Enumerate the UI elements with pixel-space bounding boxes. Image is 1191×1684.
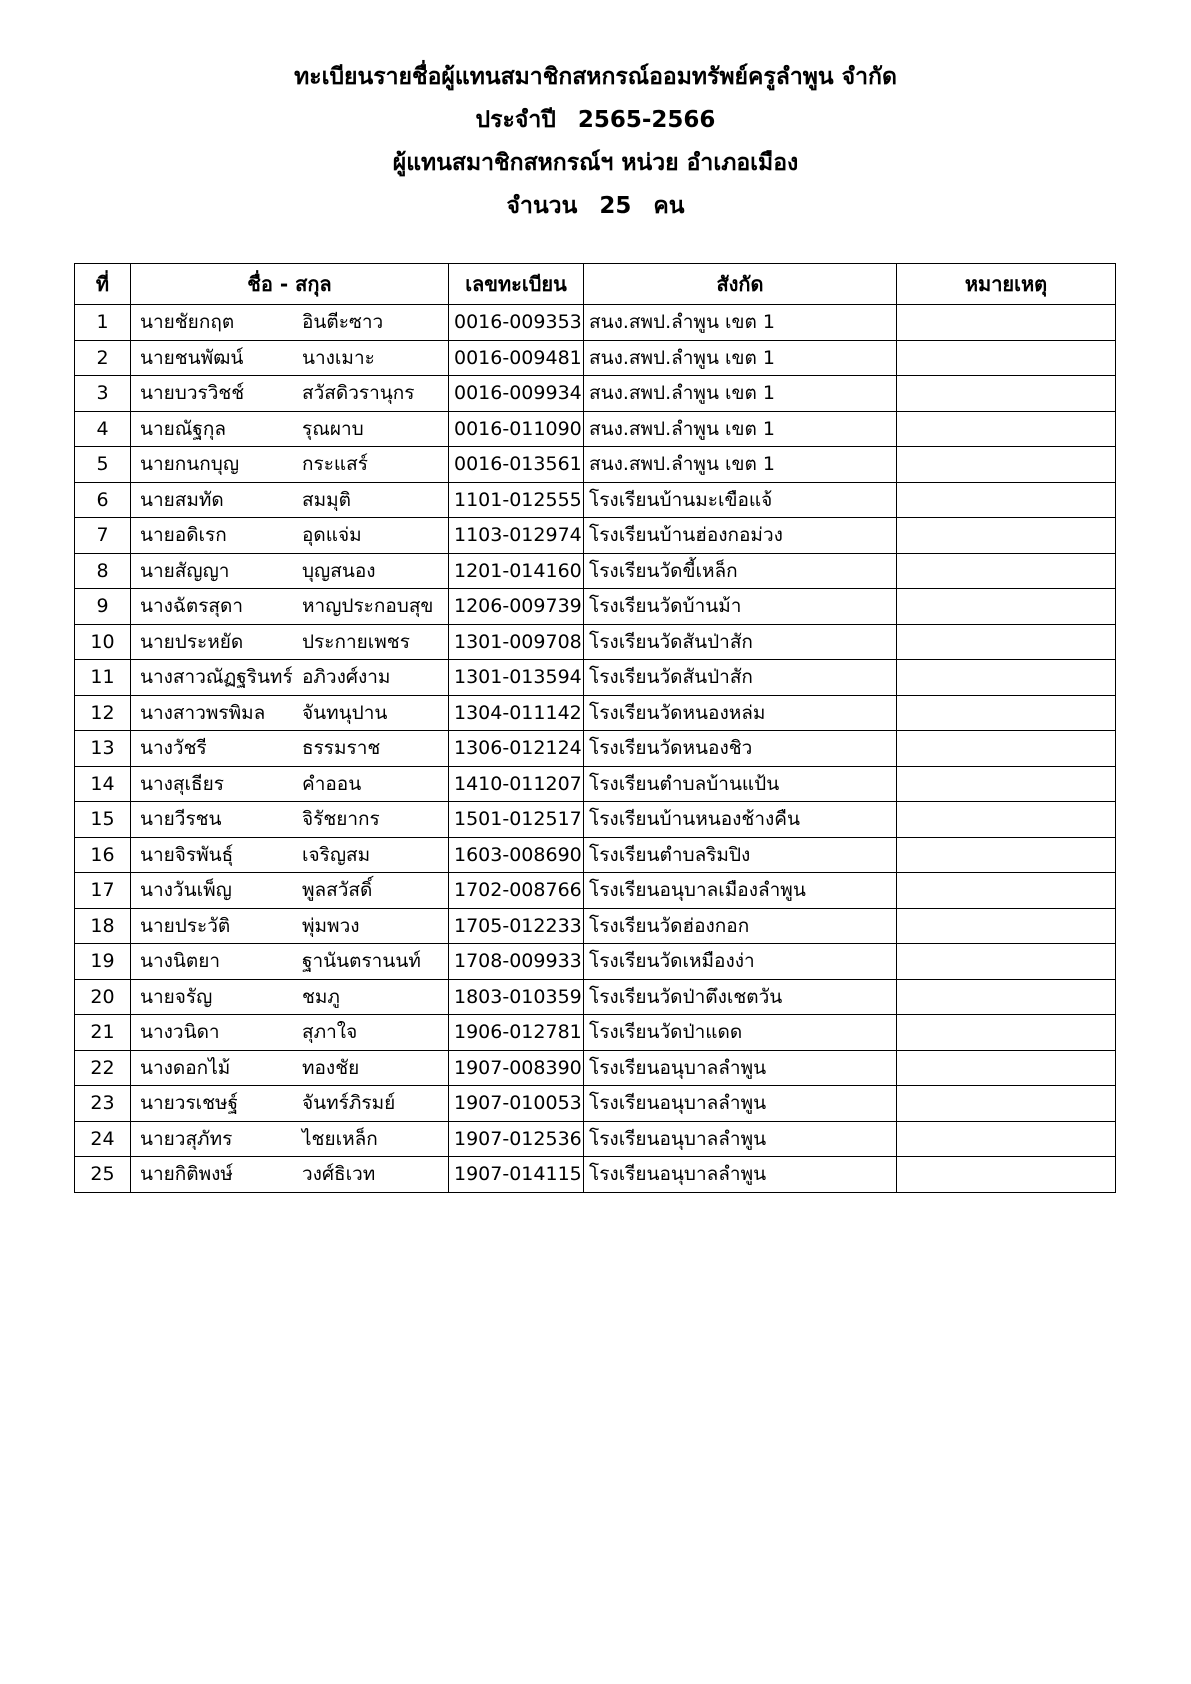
member-name-cell	[131, 589, 449, 625]
registration-number: 1201-014160	[449, 553, 584, 589]
unit-text: ผู้แทนสมาชิกสหกรณ์ฯ หน่วย อำเภอเมือง	[392, 150, 799, 176]
remark	[897, 908, 1116, 944]
affiliation: โรงเรียนวัดป่าตึงเชตวัน	[584, 979, 897, 1015]
remark	[897, 802, 1116, 838]
member-name-cell	[131, 624, 449, 660]
affiliation: โรงเรียนวัดบ้านม้า	[584, 589, 897, 625]
affiliation: โรงเรียนวัดป่าแดด	[584, 1015, 897, 1051]
member-first-name: นายอดิเรก	[140, 524, 227, 547]
remark	[897, 1015, 1116, 1051]
registration-number: 1708-009933	[449, 944, 584, 980]
affiliation: โรงเรียนวัดเหมืองง่า	[584, 944, 897, 980]
member-first-name: นายสัญญา	[140, 559, 230, 582]
table-header-row	[75, 264, 1116, 305]
column-header-aff: สังกัด	[584, 264, 897, 305]
count-value: 25	[599, 193, 632, 219]
member-name-cell	[131, 979, 449, 1015]
member-last-name: ธรรมราช	[302, 737, 381, 760]
registration-number: 1410-011207	[449, 766, 584, 802]
registration-number: 0016-009934	[449, 376, 584, 412]
member-last-name: รุณผาบ	[302, 417, 364, 440]
member-first-name: นายบวรวิชช์	[140, 382, 245, 405]
member-last-name: อุดแจ่ม	[302, 524, 362, 547]
table-row	[75, 518, 1116, 554]
remark	[897, 837, 1116, 873]
member-first-name: นางวนิดา	[140, 1021, 220, 1044]
affiliation: โรงเรียนบ้านหนองช้างคืน	[584, 802, 897, 838]
registration-number: 1301-013594	[449, 660, 584, 696]
member-name-cell	[131, 802, 449, 838]
member-first-name: นายประหยัด	[140, 630, 244, 653]
table-row	[75, 1050, 1116, 1086]
member-name-cell	[131, 376, 449, 412]
table-row	[75, 411, 1116, 447]
member-last-name: จันทร์ภิรมย์	[302, 1092, 396, 1115]
document-header	[0, 56, 1191, 228]
table-row	[75, 731, 1116, 767]
remark	[897, 553, 1116, 589]
table-row	[75, 305, 1116, 341]
member-first-name: นางวัชรี	[140, 737, 207, 760]
remark	[897, 447, 1116, 483]
table-row	[75, 447, 1116, 483]
member-first-name: นางฉัตรสุดา	[140, 595, 244, 618]
remark	[897, 979, 1116, 1015]
member-name-cell	[131, 908, 449, 944]
row-number: 5	[75, 447, 131, 483]
remark	[897, 660, 1116, 696]
member-last-name: กระแสร์	[302, 453, 368, 476]
remark	[897, 1157, 1116, 1193]
member-first-name: นายวรเชษฐ์	[140, 1092, 239, 1115]
row-number: 24	[75, 1121, 131, 1157]
registration-number: 0016-013561	[449, 447, 584, 483]
registration-number: 1206-009739	[449, 589, 584, 625]
member-name-cell	[131, 837, 449, 873]
member-last-name: จิรัชยากร	[302, 808, 380, 831]
affiliation: โรงเรียนวัดสันป่าสัก	[584, 624, 897, 660]
member-first-name: นายชัยกฤต	[140, 311, 235, 334]
row-number: 25	[75, 1157, 131, 1193]
member-last-name: คำออน	[302, 772, 362, 795]
row-number: 23	[75, 1086, 131, 1122]
member-name-cell	[131, 944, 449, 980]
table-row	[75, 802, 1116, 838]
table-row	[75, 340, 1116, 376]
table-row	[75, 695, 1116, 731]
registration-number: 1803-010359	[449, 979, 584, 1015]
member-first-name: นายประวัติ	[140, 914, 231, 937]
member-last-name: สุภาใจ	[302, 1021, 358, 1044]
member-last-name: ฐานันตรานนท์	[302, 950, 421, 973]
row-number: 21	[75, 1015, 131, 1051]
affiliation: โรงเรียนวัดหนองหล่ม	[584, 695, 897, 731]
member-first-name: นายจิรพันธุ์	[140, 843, 234, 866]
member-first-name: นางสาวพรพิมล	[140, 701, 266, 724]
member-name-cell	[131, 340, 449, 376]
member-last-name: พุ่มพวง	[302, 914, 360, 937]
row-number: 14	[75, 766, 131, 802]
row-number: 6	[75, 482, 131, 518]
remark	[897, 731, 1116, 767]
member-name-cell	[131, 1050, 449, 1086]
member-first-name: นางนิตยา	[140, 950, 221, 973]
column-header-note: หมายเหตุ	[897, 264, 1116, 305]
row-number: 13	[75, 731, 131, 767]
row-number: 3	[75, 376, 131, 412]
affiliation: โรงเรียนอนุบาลเมืองลำพูน	[584, 873, 897, 909]
table-body	[75, 305, 1116, 1193]
remark	[897, 1121, 1116, 1157]
registration-number: 1705-012233	[449, 908, 584, 944]
member-name-cell	[131, 305, 449, 341]
affiliation: โรงเรียนบ้านฮ่องกอม่วง	[584, 518, 897, 554]
registration-number: 1304-011142	[449, 695, 584, 731]
member-first-name: นายณัฐกุล	[140, 417, 227, 440]
row-number: 12	[75, 695, 131, 731]
unit-line	[0, 142, 1191, 185]
affiliation: โรงเรียนอนุบาลลำพูน	[584, 1157, 897, 1193]
remark	[897, 376, 1116, 412]
affiliation: โรงเรียนวัดฮ่องกอก	[584, 908, 897, 944]
affiliation: สนง.สพป.ลำพูน เขต 1	[584, 447, 897, 483]
registration-number: 0016-009481	[449, 340, 584, 376]
remark	[897, 518, 1116, 554]
representatives-table	[74, 263, 1116, 1193]
table-row	[75, 908, 1116, 944]
row-number: 7	[75, 518, 131, 554]
count-label: จำนวน	[506, 193, 578, 219]
table-row	[75, 660, 1116, 696]
table-row	[75, 624, 1116, 660]
count-unit: คน	[653, 193, 685, 219]
member-last-name: นางเมาะ	[302, 346, 375, 369]
member-name-cell	[131, 411, 449, 447]
member-last-name: บุญสนอง	[302, 559, 376, 582]
member-name-cell	[131, 518, 449, 554]
affiliation: สนง.สพป.ลำพูน เขต 1	[584, 376, 897, 412]
member-last-name: เจริญสม	[302, 843, 371, 866]
count-line	[0, 185, 1191, 228]
member-first-name: นางดอกไม้	[140, 1056, 231, 1079]
year-line	[0, 99, 1191, 142]
row-number: 22	[75, 1050, 131, 1086]
remark	[897, 305, 1116, 341]
row-number: 18	[75, 908, 131, 944]
table-row	[75, 1121, 1116, 1157]
member-first-name: นางสุเธียร	[140, 772, 224, 795]
row-number: 4	[75, 411, 131, 447]
table-row	[75, 873, 1116, 909]
affiliation: โรงเรียนอนุบาลลำพูน	[584, 1050, 897, 1086]
member-first-name: นางสาวณัฏฐรินทร์	[140, 666, 293, 689]
member-name-cell	[131, 1086, 449, 1122]
member-name-cell	[131, 766, 449, 802]
member-name-cell	[131, 482, 449, 518]
column-header-reg: เลขทะเบียน	[449, 264, 584, 305]
remark	[897, 695, 1116, 731]
member-name-cell	[131, 695, 449, 731]
member-name-cell	[131, 1157, 449, 1193]
remark	[897, 340, 1116, 376]
remark	[897, 589, 1116, 625]
table-row	[75, 1086, 1116, 1122]
table-row	[75, 482, 1116, 518]
member-last-name: พูลสวัสดิ์	[302, 879, 373, 902]
table-row	[75, 944, 1116, 980]
row-number: 9	[75, 589, 131, 625]
registration-number: 1101-012555	[449, 482, 584, 518]
row-number: 8	[75, 553, 131, 589]
table-row	[75, 553, 1116, 589]
table-row	[75, 837, 1116, 873]
registration-number: 1603-008690	[449, 837, 584, 873]
registration-number: 1907-008390	[449, 1050, 584, 1086]
registration-number: 1907-012536	[449, 1121, 584, 1157]
table-row	[75, 1157, 1116, 1193]
registration-number: 1306-012124	[449, 731, 584, 767]
member-name-cell	[131, 447, 449, 483]
member-last-name: อินตีะซาว	[302, 311, 384, 334]
column-header-no: ที่	[75, 264, 131, 305]
member-first-name: นายชนพัฒน์	[140, 346, 244, 369]
member-name-cell	[131, 660, 449, 696]
remark	[897, 482, 1116, 518]
year-value: 2565-2566	[577, 107, 716, 133]
member-last-name: วงศ์ธิเวท	[302, 1163, 376, 1186]
member-last-name: ชมภู	[302, 985, 340, 1008]
registration-number: 0016-011090	[449, 411, 584, 447]
row-number: 10	[75, 624, 131, 660]
table-row	[75, 766, 1116, 802]
title-text: ทะเบียนรายชื่อผู้แทนสมาชิกสหกรณ์ออมทรัพย์ครูลำพูน จำกัด	[294, 64, 897, 90]
remark	[897, 411, 1116, 447]
member-name-cell	[131, 1015, 449, 1051]
affiliation: โรงเรียนอนุบาลลำพูน	[584, 1086, 897, 1122]
member-last-name: หาญประกอบสุข	[302, 595, 434, 618]
remark	[897, 766, 1116, 802]
member-first-name: นายวีรชน	[140, 808, 222, 831]
registration-number: 1906-012781	[449, 1015, 584, 1051]
member-name-cell	[131, 1121, 449, 1157]
affiliation: โรงเรียนบ้านมะเขือแจ้	[584, 482, 897, 518]
affiliation: โรงเรียนวัดขี้เหล็ก	[584, 553, 897, 589]
affiliation: สนง.สพป.ลำพูน เขต 1	[584, 305, 897, 341]
member-name-cell	[131, 553, 449, 589]
column-header-name: ชื่อ - สกุล	[131, 264, 449, 305]
row-number: 20	[75, 979, 131, 1015]
remark	[897, 1086, 1116, 1122]
member-last-name: สวัสดิวรานุกร	[302, 382, 415, 405]
registration-number: 1501-012517	[449, 802, 584, 838]
row-number: 15	[75, 802, 131, 838]
row-number: 19	[75, 944, 131, 980]
member-last-name: จันทนุปาน	[302, 701, 388, 724]
affiliation: สนง.สพป.ลำพูน เขต 1	[584, 411, 897, 447]
table-row	[75, 376, 1116, 412]
row-number: 17	[75, 873, 131, 909]
affiliation: โรงเรียนวัดหนองชิว	[584, 731, 897, 767]
member-first-name: นายจรัญ	[140, 985, 213, 1008]
registration-number: 1301-009708	[449, 624, 584, 660]
row-number: 2	[75, 340, 131, 376]
affiliation: โรงเรียนวัดสันป่าสัก	[584, 660, 897, 696]
member-name-cell	[131, 731, 449, 767]
affiliation: โรงเรียนอนุบาลลำพูน	[584, 1121, 897, 1157]
member-first-name: นายกิติพงษ์	[140, 1163, 233, 1186]
registration-number: 0016-009353	[449, 305, 584, 341]
year-label: ประจำปี	[475, 107, 556, 133]
registration-number: 1907-010053	[449, 1086, 584, 1122]
member-last-name: ประกายเพชร	[302, 630, 410, 653]
member-first-name: นายสมทัด	[140, 488, 224, 511]
member-last-name: ทองชัย	[302, 1056, 360, 1079]
member-last-name: ไชยเหล็ก	[302, 1127, 378, 1150]
remark	[897, 624, 1116, 660]
affiliation: โรงเรียนตำบลบ้านแป้น	[584, 766, 897, 802]
table-row	[75, 1015, 1116, 1051]
member-first-name: นางวันเพ็ญ	[140, 879, 232, 902]
member-name-cell	[131, 873, 449, 909]
member-first-name: นายกนกบุญ	[140, 453, 240, 476]
member-last-name: สมมุติ	[302, 488, 351, 511]
remark	[897, 944, 1116, 980]
table-row	[75, 589, 1116, 625]
member-last-name: อภิวงศ์งาม	[302, 666, 391, 689]
affiliation: โรงเรียนตำบลริมปิง	[584, 837, 897, 873]
registration-number: 1702-008766	[449, 873, 584, 909]
row-number: 11	[75, 660, 131, 696]
registration-number: 1103-012974	[449, 518, 584, 554]
document-title	[0, 56, 1191, 99]
affiliation: สนง.สพป.ลำพูน เขต 1	[584, 340, 897, 376]
member-first-name: นายวสุภัทร	[140, 1127, 233, 1150]
registration-number: 1907-014115	[449, 1157, 584, 1193]
row-number: 16	[75, 837, 131, 873]
row-number: 1	[75, 305, 131, 341]
remark	[897, 873, 1116, 909]
remark	[897, 1050, 1116, 1086]
table-row	[75, 979, 1116, 1015]
